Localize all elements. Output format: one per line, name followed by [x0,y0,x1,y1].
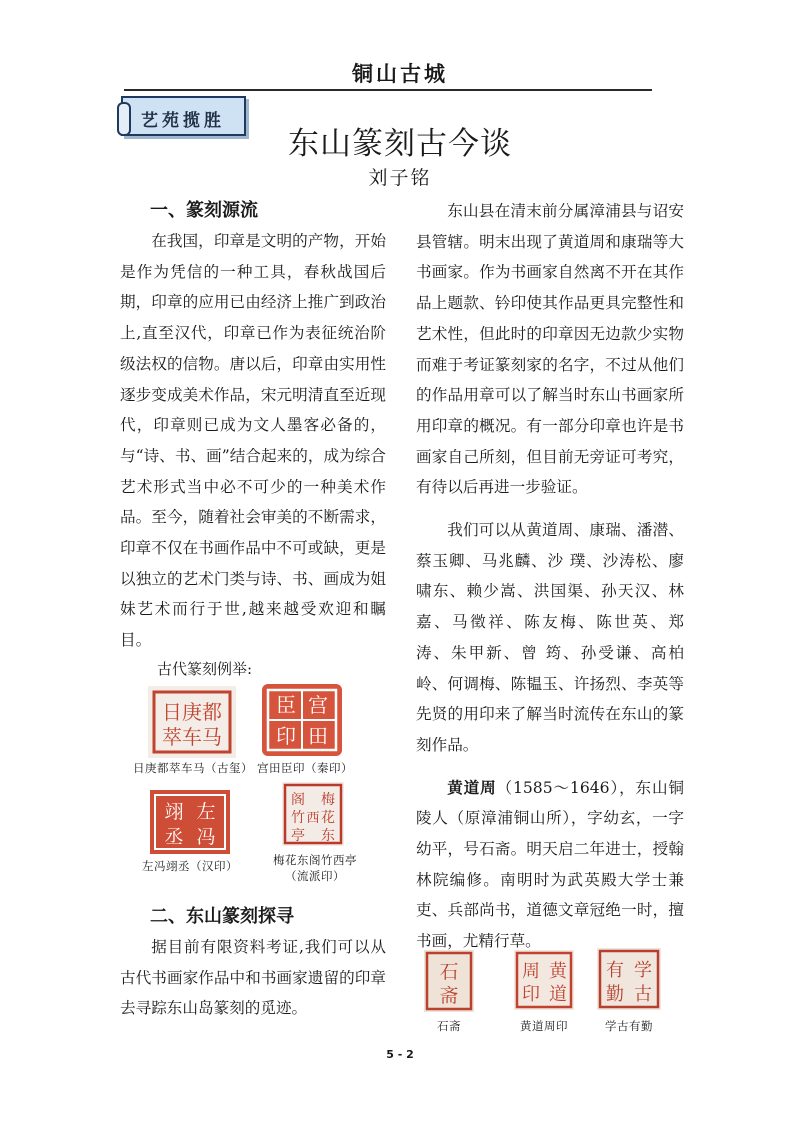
exploration-paragraph: 据目前有限资料考证,我们可以从古代书画家作品中和书画家遗留的印章去寻踪东山岛篆刻的觅迹。 [120,938,386,1018]
seal-glyphs-top: 日庚都 [162,700,222,724]
seal-glyph: 丞 [164,826,184,848]
seal-glyph: 印 [276,724,296,748]
seal-image-zuofeng [150,790,230,854]
seal-image-rigeng [148,686,236,758]
seal-image-shizhai [424,950,474,1012]
seal-glyph: 翊 [164,801,184,823]
left-column [120,196,386,656]
header-divider [124,89,652,91]
history-paragraph: 东山县在清末前分属漳浦县与诏安县管辖。明末出现了黄道周和康瑞等大书画家。作为书画家自然离不开在其作品上题款、钤印使其作品更具完整性和艺术性，但此时的印章因无边款少实物而难于考证篆刻家的名字，不过从他们的作品用章可以了解当时东山书画家所用印章的概况。有一部分印章也许是书画家自己所刻，但目前无旁证可考究，有待以后再进一步验证。 [416,202,684,497]
seal-caption-gongtian: 宫田臣印（秦印） [257,761,353,775]
seal-caption-meihua-line1: 梅花东阁竹西亭 [273,853,357,867]
seal-glyph: 臣 [276,693,296,717]
seal-glyphs [162,700,222,749]
left-column-lower [120,902,386,1024]
seal-glyph: 印 [522,984,540,1005]
seal-glyph: 有 [606,960,624,981]
seal-caption-xuegu: 学古有勤 [605,1019,653,1033]
seal-caption-shizhai: 石斋 [437,1019,461,1033]
seal-glyph: 田 [308,724,328,748]
seal-caption-rigeng: 日庚都萃车马（古玺） [133,761,253,775]
huang-daozhou-paragraph [416,773,684,957]
seal-glyph: 黄 [549,961,567,982]
seal-image-xuegu [597,948,661,1010]
seal-glyph: 梅 [321,792,335,808]
section-heading-origins: 一、篆刻源流 [150,200,258,221]
section-tag-label: 艺苑揽胜 [141,111,225,131]
seal-glyph: 西 [306,811,320,826]
seal-caption-meihua-line2: （流派印） [285,869,345,883]
right-column [416,196,684,957]
seal-image-huangdaozhou [514,950,574,1010]
seal-glyph: 石 [439,961,459,983]
seal-image-gongtian [262,684,342,756]
seal-glyph: 古 [634,984,652,1005]
seal-glyph: 学 [634,960,652,981]
article-title: 东山篆刻古今谈 [288,126,512,162]
seal-glyph: 竹 [291,810,305,826]
seal-glyph: 亭 [291,828,305,844]
predecessors-paragraph: 我们可以从黄道周、康瑞、潘潜、蔡玉卿、马兆麟、沙 璞、沙涛松、廖啸东、赖少嵩、洪国渠、孙天汉、林嘉、马徵祥、陈友梅、陈世英、郑 涛、朱甲新、曾 筠、孙受谦、高柏岭、何调梅、陈韫玉、许扬烈、李英等先贤的用印来了解当时流传在东山的篆刻作品。 [416,521,684,754]
seal-glyph: 左 [196,801,216,823]
seal-glyph: 宫 [308,693,328,717]
seal-glyph: 阁 [291,792,305,808]
seal-glyph: 冯 [196,826,216,848]
seal-glyph: 勤 [606,984,624,1005]
publication-title: 铜山古城 [352,61,448,86]
seal-glyph: 周 [522,961,540,982]
section-heading-exploration: 二、东山篆刻探寻 [150,906,294,927]
huang-daozhou-bio: （1585～1646），东山铜陵人（原漳浦铜山所），字幼玄，一字幼平，号石斋。明天启二年进士，授翰林院编修。南明时为武英殿大学士兼吏、兵部尚书，道德文章冠绝一时，擅书画，尤精行草。 [416,778,684,951]
seal-glyph: 花 [321,810,335,826]
huang-daozhou-name: 黄道周 [447,777,497,797]
page-number: 5 - 2 [386,1048,414,1061]
seal-glyphs-bottom: 萃车马 [162,725,222,749]
seal-glyph: 东 [321,828,335,844]
origins-paragraph: 在我国，印章是文明的产物，开始是作为凭信的一种工具，春秋战国后期，印章的应用已由经济上推广到政治上,直至汉代，印章已作为表征统治阶级法权的信物。唐以后，印章由实用性逐步变成美术作品，宋元明清直至近现代，印章则已成为文人墨客必备的，与“诗、书、画”结合起来的，成为综合艺术形式当中必不可少的一种美术作品。至今，随着社会审美的不断需求，印章不仅在书画作品中不可或缺，更是以独立的艺术门类与诗、书、画成为姐妹艺术而行于世,越来越受欢迎和瞩目。 [120,232,386,650]
examples-label: 古代篆刻例举: [157,660,253,678]
seal-caption-huangdaozhou: 黄道周印 [520,1019,568,1033]
seal-image-meihua [282,782,344,846]
seal-glyph: 斋 [439,985,459,1007]
seal-glyph: 道 [549,984,567,1005]
article-author: 刘子铭 [368,167,432,189]
seal-caption-zuofeng: 左冯翊丞（汉印） [142,859,238,873]
